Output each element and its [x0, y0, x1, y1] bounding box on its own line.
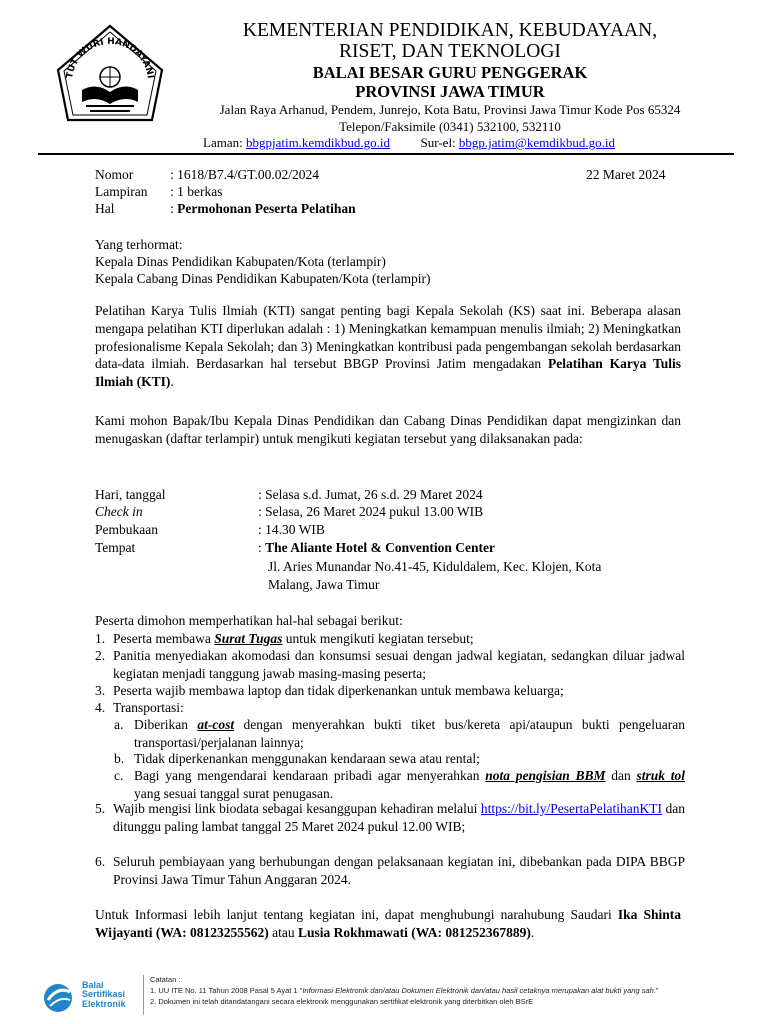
letter-date: 22 Maret 2024 [586, 167, 666, 182]
list-number: 2. [95, 648, 106, 663]
sub-list-item [114, 716, 685, 752]
biodata-link[interactable]: https://bit.ly/PesertaPelatihanKTI [480, 801, 663, 816]
list-text: yang sesuai tanggal surat penugasan. [134, 785, 334, 801]
list-text: Peserta wajib membawa laptop dan tidak diperkenankan untuk membawa keluarga; [113, 683, 564, 698]
list-item [95, 699, 685, 717]
tut-wuri-handayani-logo [50, 20, 170, 128]
recipient-1: Kepala Dinas Pendidikan Kabupaten/Kota (terlampir) [95, 254, 386, 269]
sub-list-letter: a. [114, 717, 124, 732]
catatan-1 [150, 986, 750, 997]
surat-tugas-text: Surat Tugas [214, 631, 283, 646]
recipient-2: Kepala Cabang Dinas Pendidikan Kabupaten/Kota (terlampir) [95, 271, 431, 286]
sub-list-item [114, 750, 685, 768]
list-text: dan [605, 768, 637, 783]
list-text: Transportasi: [113, 700, 184, 715]
nomor-label: Nomor [95, 167, 134, 182]
list-number: 3. [95, 683, 106, 698]
notes-intro: Peserta dimohon memperhatikan hal-hal sebagai berikut: [95, 613, 403, 628]
hal-colon: : [170, 201, 174, 216]
contact-end: . [530, 924, 535, 940]
paragraph-intro-end: . [170, 374, 174, 390]
sub-list-letter: c. [114, 768, 124, 783]
struk-tol-text: struk tol [636, 768, 685, 783]
bse-line-1: Balai [82, 980, 104, 990]
sub-list-letter: b. [114, 751, 125, 766]
letterhead-divider [38, 153, 734, 155]
list-text: Panitia menyediakan akomodasi dan konsumsi sesuai dengan jadwal kegiatan, sedangkan diluar jadwal kegiatan menjadi tanggung jawab masing-masing peserta; [113, 648, 685, 681]
list-item [95, 682, 685, 700]
list-text: dan ditunggu paling lambat tanggal 25 Maret 2024 pukul 12.00 WIB; [113, 801, 685, 834]
catatan-2: 2. Dokumen ini telah ditandatangani secara elektronik menggunakan sertifikat elektronik yang diterbitkan oleh BSrE [150, 996, 534, 1006]
bse-wordmark [82, 981, 126, 1009]
footer-divider [143, 975, 144, 1015]
lampiran-value: : 1 berkas [170, 184, 223, 199]
paragraph-request: Kami mohon Bapak/Ibu Kepala Dinas Pendidikan dan Cabang Dinas Pendidikan dapat mengizinkan dan menugaskan (daftar terlampir) untuk mengikuti kegiatan tersebut yang dilaksanakan pada: [95, 413, 681, 446]
logo-motto: TUT WURI HANDAYANI [65, 36, 155, 80]
tempat-colon: : [258, 540, 262, 555]
list-text: Bagi yang mengendarai kendaraan pribadi agar menyerahkan [134, 768, 486, 783]
pembukaan-label: Pembukaan [95, 522, 158, 537]
contact-person-2: Lusia Rokhmawati (WA: 081252367889) [298, 924, 531, 940]
list-text: dengan menyerahkan bukti tiket bus/kereta api/ataupun bukti pengeluaran transportasi/perjalanan lainnya; [134, 717, 685, 750]
nomor-value: : 1618/B7.4/GT.00.02/2024 [170, 167, 320, 182]
letterhead-web [203, 136, 763, 150]
list-text: Peserta membawa [113, 631, 215, 646]
paragraph-intro-text: Pelatihan Karya Tulis Ilmiah (KTI) sangat penting bagi Kepala Sekolah (KS) saat ini. Beberapa alasan mengapa pelatihan KTI diperlukan adalah : 1) Meningkatkan kemampuan menulis ilmiah; 2) Meningkatkan profesionalisme Kepala Sekolah; dan 3) Meningkatkan kontribusi pada pengembangan sekolah berdasarkan data-data ilmiah. Berdasarkan hal tersebut BBGP Provinsi Jatim mengadakan [95, 303, 681, 372]
letterhead-ministry-line1: KEMENTERIAN PENDIDIKAN, KEBUDAYAAN, [242, 20, 658, 41]
at-cost-text: at-cost [197, 717, 235, 732]
list-text: Tidak diperkenankan menggunakan kendaraan sewa atau rental; [134, 751, 480, 766]
list-number: 1. [95, 631, 106, 646]
letterhead-address: Jalan Raya Arhanud, Pendem, Junrejo, Kota Batu, Provinsi Jawa Timur Kode Pos 65324 [219, 102, 681, 117]
contact-person-1: Ika Shinta Wijayanti (WA: 08123255562) [95, 907, 681, 940]
recipient-greeting: Yang terhormat: [95, 237, 183, 252]
list-item [95, 647, 685, 683]
list-text: Wajib mengisi link biodata sebagai kesanggupan kehadiran melalui [113, 801, 481, 816]
tempat-address-2: Malang, Jawa Timur [268, 577, 380, 592]
hal-label: Hal [95, 201, 115, 216]
hal-value [170, 201, 356, 217]
catatan-1-text: 1. UU ITE No. 11 Tahun 2008 Pasal 5 Ayat 1 " [150, 985, 303, 995]
list-number: 6. [95, 854, 106, 869]
list-text: Diberikan [134, 717, 198, 732]
contact-paragraph [95, 906, 681, 942]
paragraph-intro [95, 302, 681, 391]
contact-atau: atau [268, 924, 298, 940]
catatan-1-end: " [655, 985, 659, 995]
checkin-value: : Selasa, 26 Maret 2024 pukul 13.00 WIB [258, 504, 484, 519]
catatan-label: Catatan : [150, 975, 181, 984]
laman-link[interactable]: bbgpjatim.kemdikbud.go.id [245, 135, 391, 150]
list-item [95, 853, 685, 889]
pembukaan-value: : 14.30 WIB [258, 522, 325, 537]
surel-link[interactable]: bbgp.jatim@kemdikbud.go.id [458, 135, 615, 150]
letterhead-province: PROVINSI JAWA TIMUR [355, 82, 545, 101]
tempat-address-1: Jl. Aries Munandar No.41-45, Kiduldalem, Kec. Klojen, Kota [268, 559, 602, 574]
tempat-label: Tempat [95, 540, 136, 555]
paragraph-intro-bold: Pelatihan Karya Tulis Ilmiah (KTI) [95, 356, 681, 390]
letterhead-institution: BALAI BESAR GURU PENGGERAK [312, 63, 588, 82]
hal-subject: Permohonan Peserta Pelatihan [177, 201, 356, 216]
surel-label: Sur-el: [420, 135, 456, 150]
list-text: untuk mengikuti kegiatan tersebut; [282, 631, 474, 646]
list-number: 5. [95, 801, 106, 816]
list-item [95, 800, 685, 836]
contact-text: Untuk Informasi lebih lanjut tentang kegiatan ini, dapat menghubungi narahubung Saudari [95, 907, 612, 922]
checkin-label: Check in [95, 504, 143, 519]
nota-bbm-text: nota pengisian BBM [485, 768, 606, 783]
letterhead-phone: Telepon/Faksimile (0341) 532100, 532110 [339, 119, 561, 134]
letterhead-ministry-line2: RISET, DAN TEKNOLOGI [339, 41, 561, 62]
tempat-venue: The Aliante Hotel & Convention Center [265, 540, 495, 555]
footer-notes [150, 975, 750, 1008]
list-number: 4. [95, 700, 106, 715]
bse-line-3: Elektronik [82, 998, 126, 1009]
hari-label: Hari, tanggal [95, 487, 166, 502]
tempat-value [258, 540, 495, 556]
lampiran-label: Lampiran [95, 184, 148, 199]
list-text: Seluruh pembiayaan yang berhubungan dengan pelaksanaan kegiatan ini, dibebankan pada DIPA BBGP Provinsi Jawa Timur Tahun Anggaran 2024. [113, 854, 685, 887]
catatan-1-quote: Informasi Elektronik dan/atau Dokumen Elektronik dan/atau hasil cetaknya merupakan alat bukti yang sah. [302, 985, 656, 995]
hari-value: : Selasa s.d. Jumat, 26 s.d. 29 Maret 2024 [258, 487, 483, 502]
laman-label: Laman: [203, 135, 243, 150]
bse-line-2: Sertifikasi [82, 989, 126, 1000]
list-item [95, 630, 685, 648]
sub-list-item [114, 767, 685, 803]
